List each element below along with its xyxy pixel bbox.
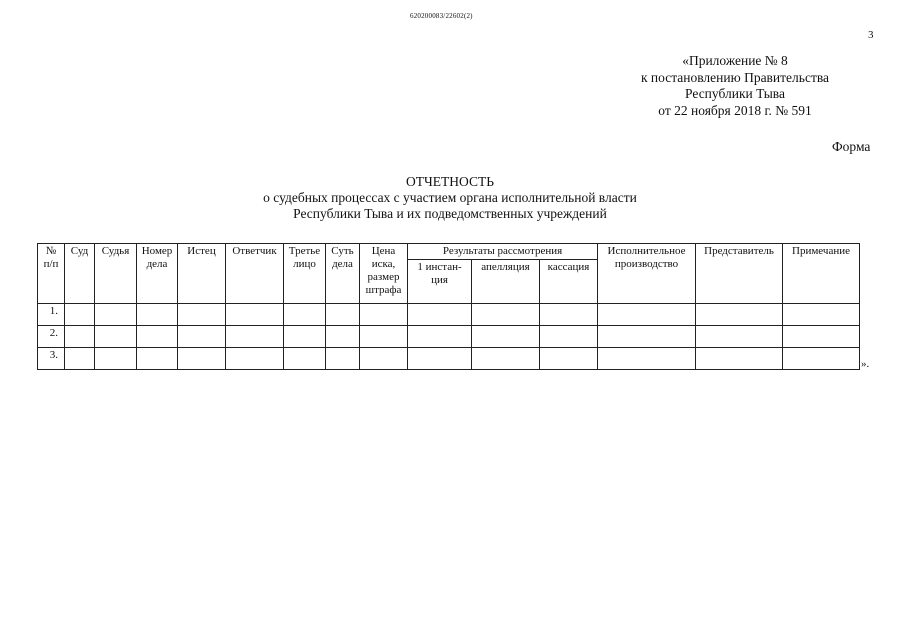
document-title bbox=[200, 174, 700, 222]
header-note: Примечание bbox=[783, 244, 860, 304]
header-judge: Судья bbox=[95, 244, 137, 304]
closing-quote-mark: ». bbox=[861, 358, 870, 370]
title-line-1: ОТЧЕТНОСТЬ bbox=[406, 174, 494, 189]
header-cassation: кассация bbox=[540, 260, 598, 304]
header-third-party: Третье лицо bbox=[284, 244, 326, 304]
form-label: Форма bbox=[832, 139, 871, 154]
header-essence: Суть дела bbox=[326, 244, 360, 304]
row-number: 2. bbox=[38, 326, 65, 348]
header-num: № п/п bbox=[38, 244, 65, 304]
title-line-2: о судебных процессах с участием органа исполнительной власти bbox=[263, 190, 637, 205]
document-code: 620200083/22602(2) bbox=[410, 12, 473, 20]
header-court: Суд bbox=[65, 244, 95, 304]
header-enforcement: Исполнительное производство bbox=[598, 244, 696, 304]
header-defendant: Ответчик bbox=[226, 244, 284, 304]
table-row bbox=[38, 304, 860, 326]
header-results: Результаты рассмотрения bbox=[408, 244, 598, 260]
appendix-line-1: «Приложение № 8 bbox=[682, 53, 788, 68]
appendix-line-3: Республики Тыва bbox=[685, 86, 785, 101]
page-number: 3 bbox=[868, 29, 874, 41]
report-table bbox=[37, 243, 860, 370]
header-representative: Представитель bbox=[696, 244, 783, 304]
row-number: 3. bbox=[38, 348, 65, 370]
table-row bbox=[38, 326, 860, 348]
header-plaintiff: Истец bbox=[178, 244, 226, 304]
appendix-line-2: к постановлению Правительства bbox=[640, 69, 830, 85]
appendix-line-4: от 22 ноября 2018 г. № 591 bbox=[658, 102, 812, 118]
header-first-instance: 1 инстан-ция bbox=[408, 260, 472, 304]
row-number: 1. bbox=[38, 304, 65, 326]
header-case-number: Номер дела bbox=[137, 244, 178, 304]
header-claim-price: Цена иска, размер штрафа bbox=[360, 244, 408, 304]
table-row bbox=[38, 348, 860, 370]
title-line-3: Республики Тыва и их подведомственных учреждений bbox=[293, 206, 607, 221]
appendix-block bbox=[610, 53, 860, 119]
header-appeal: апелляция bbox=[472, 260, 540, 304]
